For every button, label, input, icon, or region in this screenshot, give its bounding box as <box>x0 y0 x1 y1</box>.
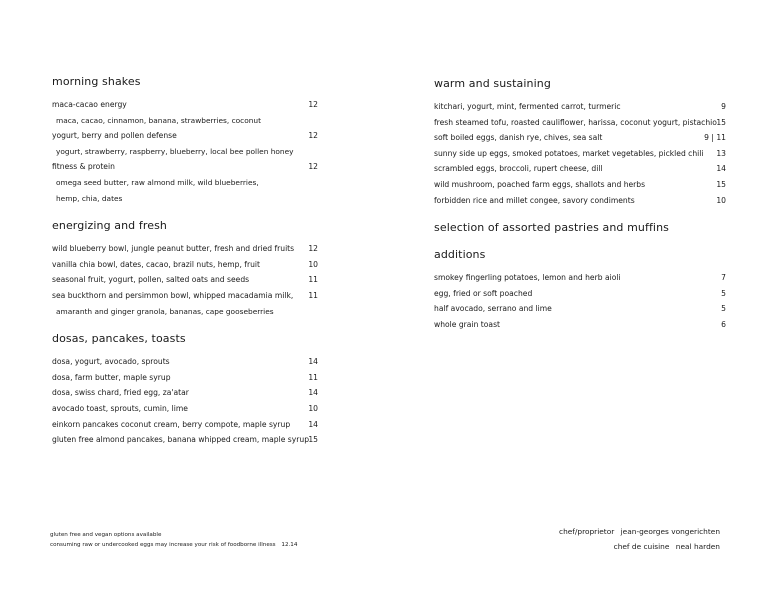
section-heading: selection of assorted pastries and muffins <box>434 221 669 235</box>
left-column <box>52 74 322 460</box>
menu-item <box>52 128 322 144</box>
menu-section <box>434 220 734 235</box>
item-price: 14 <box>308 357 318 367</box>
item-price: 6 <box>721 319 726 329</box>
item-price: 14 <box>716 164 726 174</box>
item-price: 9 <box>721 102 726 111</box>
item-name: gluten free almond pancakes, banana whipped cream, maple syrup <box>52 435 310 445</box>
item-name: smokey fingerling potatoes, lemon and herb aioli <box>434 273 621 283</box>
right-column <box>434 76 734 345</box>
chef-de-cuisine-label: chef de cuisine <box>613 542 670 551</box>
menu-item <box>52 97 322 113</box>
item-description: yogurt, strawberry, raspberry, blueberry, local bee pollen honey <box>56 146 294 156</box>
item-description: maca, cacao, cinnamon, banana, strawberries, coconut <box>56 115 262 125</box>
section-heading: energizing and fresh <box>52 219 167 233</box>
item-description: omega seed butter, raw almond milk, wild blueberries, <box>56 177 259 187</box>
item-name: kitchari, yogurt, mint, fermented carrot, turmeric <box>434 102 621 111</box>
menu-item <box>434 301 734 317</box>
menu-item <box>52 354 322 370</box>
item-name: dosa, yogurt, avocado, sprouts <box>52 357 170 367</box>
chef-de-cuisine-line <box>559 539 720 554</box>
item-name: dosa, swiss chard, fried egg, za'atar <box>52 388 189 398</box>
item-price: 10 <box>716 195 726 205</box>
menu-section <box>52 331 322 448</box>
item-price: 14 <box>308 419 318 429</box>
item-name: whole grain toast <box>434 319 501 329</box>
menu-item <box>52 159 322 175</box>
item-price: 15 <box>716 117 726 127</box>
item-price: 11 <box>308 275 318 285</box>
menu-section <box>52 74 322 206</box>
item-name: forbidden rice and millet congee, savory condiments <box>434 195 635 205</box>
menu-section <box>434 247 734 332</box>
menu-item <box>434 115 734 131</box>
item-price: 12 <box>308 100 318 109</box>
item-name: fresh steamed tofu, roasted cauliflower, harissa, coconut yogurt, pistachio <box>434 117 717 127</box>
dietary-note: gluten free and vegan options available <box>50 532 162 538</box>
menu-section <box>434 76 734 208</box>
item-price: 15 <box>716 179 726 189</box>
item-price: 12 <box>308 162 318 172</box>
item-description: amaranth and ginger granola, bananas, cape gooseberries <box>56 306 274 316</box>
menu-item <box>52 257 322 273</box>
item-price: 15 <box>308 435 318 445</box>
chef-proprietor-name: jean-georges vongerichten <box>620 527 720 536</box>
item-name: dosa, farm butter, maple syrup <box>52 372 171 382</box>
item-price: 5 <box>721 288 726 298</box>
item-price: 11 <box>308 372 318 382</box>
section-heading: warm and sustaining <box>434 77 551 90</box>
item-name: seasonal fruit, yogurt, pollen, salted oats and seeds <box>52 275 250 285</box>
item-name: yogurt, berry and pollen defense <box>52 131 177 141</box>
item-description: hemp, chia, dates <box>56 193 123 203</box>
item-name: sunny side up eggs, smoked potatoes, market vegetables, pickled chili <box>434 148 704 158</box>
menu-item <box>434 177 734 193</box>
menu-item <box>52 370 322 386</box>
menu-section <box>52 218 322 319</box>
section-heading: morning shakes <box>52 75 141 88</box>
menu-item <box>52 241 322 257</box>
menu-item <box>434 146 734 162</box>
chef-proprietor-line <box>559 524 720 539</box>
menu-item <box>434 161 734 177</box>
item-price: 12 <box>308 244 318 254</box>
item-price: 13 <box>716 148 726 158</box>
menu-item <box>434 317 734 333</box>
item-name: einkorn pancakes coconut cream, berry compote, maple syrup <box>52 419 291 429</box>
menu-item <box>434 270 734 286</box>
item-name: egg, fried or soft poached <box>434 288 533 298</box>
menu-item <box>434 193 734 209</box>
item-name: wild mushroom, poached farm eggs, shallots and herbs <box>434 179 646 189</box>
item-name: wild blueberry bowl, jungle peanut butter, fresh and dried fruits <box>52 244 295 254</box>
item-price: 11 <box>308 290 318 300</box>
raw-egg-warning: consuming raw or undercooked eggs may increase your risk of foodborne illness <box>50 542 276 548</box>
item-name: sea buckthorn and persimmon bowl, whipped macadamia milk, <box>52 290 294 300</box>
section-heading: additions <box>434 248 486 262</box>
item-price: 10 <box>308 403 318 413</box>
item-price: 10 <box>308 259 318 269</box>
chef-de-cuisine-name: neal harden <box>675 542 720 551</box>
section-heading: dosas, pancakes, toasts <box>52 332 186 346</box>
menu-item <box>52 385 322 401</box>
health-note <box>50 540 297 550</box>
item-price: 14 <box>308 388 318 398</box>
footer-credits <box>559 524 720 554</box>
item-price: 5 <box>721 304 726 314</box>
item-name: vanilla chia bowl, dates, cacao, brazil nuts, hemp, fruit <box>52 259 261 269</box>
menu-item <box>52 401 322 417</box>
footer-notes <box>50 530 297 550</box>
menu-item <box>52 432 322 448</box>
menu-item <box>52 417 322 433</box>
item-name: avocado toast, sprouts, cumin, lime <box>52 403 188 413</box>
item-name: half avocado, serrano and lime <box>434 304 552 314</box>
chef-proprietor-label: chef/proprietor <box>559 527 615 536</box>
item-name: maca-cacao energy <box>52 100 127 109</box>
item-name: scrambled eggs, broccoli, rupert cheese, dill <box>434 164 603 174</box>
menu-item <box>434 286 734 302</box>
menu-item <box>434 99 734 115</box>
item-name: soft boiled eggs, danish rye, chives, sea salt <box>434 133 603 143</box>
item-price: 9 | 11 <box>704 133 726 143</box>
menu-date: 12.14 <box>281 542 298 548</box>
item-name: fitness & protein <box>52 162 115 172</box>
menu-item <box>52 288 322 304</box>
menu-item <box>434 130 734 146</box>
item-price: 7 <box>721 273 726 283</box>
menu-item <box>52 272 322 288</box>
item-price: 12 <box>308 131 318 141</box>
